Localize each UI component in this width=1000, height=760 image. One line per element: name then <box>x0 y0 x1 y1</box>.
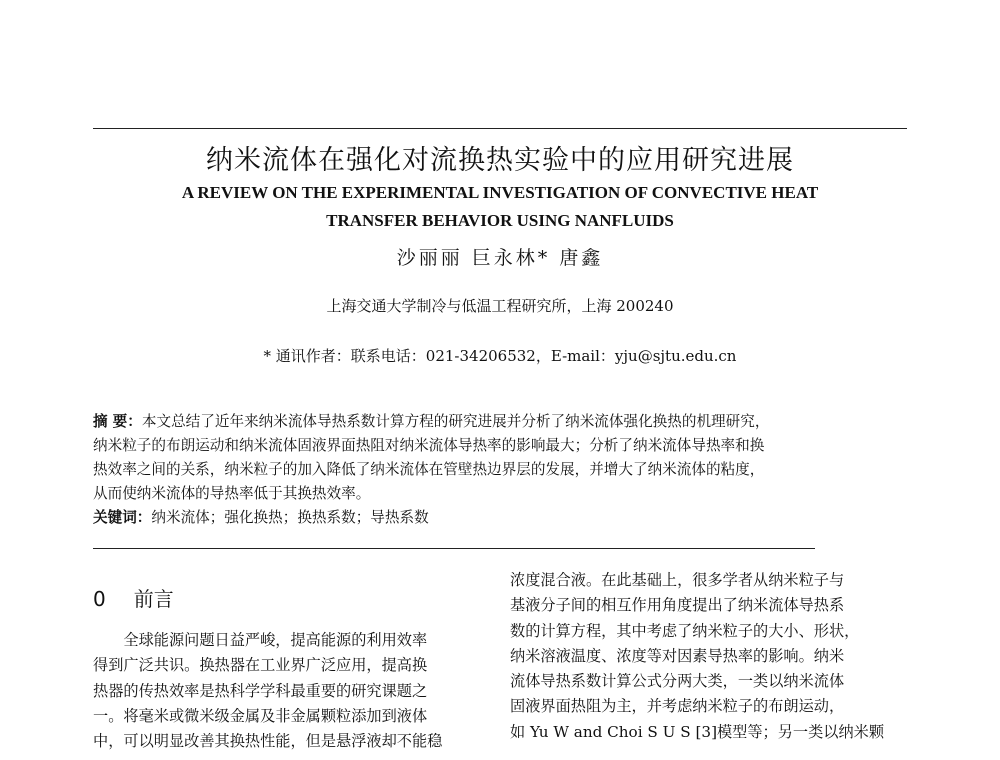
body-line: 全球能源问题日益严峻，提高能源的利用效率 <box>93 631 428 649</box>
abstract-rule <box>93 548 815 549</box>
authors: 沙丽丽 巨永林* 唐鑫 <box>396 247 604 269</box>
body-line: 一。将毫米或微米级金属及非金属颗粒添加到液体 <box>93 706 428 725</box>
abstract-line: 本文总结了近年来纳米流体导热系数计算方程的研究进展并分析了纳米流体强化换热的机理研究， <box>141 413 770 430</box>
abstract-line: 从而使纳米流体的导热率低于其换热效率。 <box>93 485 371 502</box>
abstract-line: 热效率之间的关系，纳米粒子的加入降低了纳米流体在管壁热边界层的发展，并增大了纳米流体的粘度， <box>93 461 765 478</box>
keywords-text: 纳米流体；强化换热；换热系数；导热系数 <box>151 509 429 526</box>
corresponding-author: * 通讯作者：联系电话：021-34206532，E-mail：yju@sjtu.edu.cn <box>263 347 737 365</box>
title-chinese: 纳米流体在强化对流换热实验中的应用研究进展 <box>206 145 794 176</box>
body-line: 如 Yu W and Choi S U S [3]模型等；另一类以纳米颗 <box>510 722 885 741</box>
body-line: 纳米溶液温度、浓度等对因素导热率的影响。纳米 <box>510 646 845 665</box>
abstract-label: 摘 要： <box>93 413 142 430</box>
right-column <box>510 568 910 745</box>
body-line: 中，可以明显改善其换热性能，但是悬浮液却不能稳 <box>93 732 443 751</box>
body-line: 得到广泛共识。换热器在工业界广泛应用，提高换 <box>93 656 428 675</box>
affiliation: 上海交通大学制冷与低温工程研究所，上海 200240 <box>326 297 674 315</box>
abstract-line: 纳米粒子的布朗运动和纳米流体固液界面热阻对纳米流体导热率的影响最大；分析了纳米流体导热率和换 <box>93 437 765 454</box>
title-english-line-2: TRANSFER BEHAVIOR USING NANFLUIDS <box>326 211 674 230</box>
section-heading <box>93 583 174 612</box>
section-number: 0 <box>93 587 106 611</box>
body-line: 基液分子间的相互作用角度提出了纳米流体导热系 <box>510 596 845 615</box>
body-line: 流体导热系数计算公式分两大类，一类以纳米流体 <box>510 672 845 691</box>
keywords <box>93 506 429 527</box>
top-rule <box>93 128 907 129</box>
section-title: 前言 <box>133 587 174 611</box>
body-line: 数的计算方程，其中考虑了纳米粒子的大小、形状， <box>510 621 860 640</box>
title-english-line-1: A REVIEW ON THE EXPERIMENTAL INVESTIGATION OF CONVECTIVE HEAT <box>181 183 819 202</box>
left-column <box>93 628 488 754</box>
body-line: 固液界面热阻为主，并考虑纳米粒子的布朗运动， <box>510 697 845 716</box>
body-line: 浓度混合液。在此基础上，很多学者从纳米粒子与 <box>510 571 845 589</box>
keywords-label: 关键词： <box>93 509 152 526</box>
body-line: 热器的传热效率是热科学学科最重要的研究课题之 <box>93 681 428 700</box>
abstract <box>93 410 915 506</box>
